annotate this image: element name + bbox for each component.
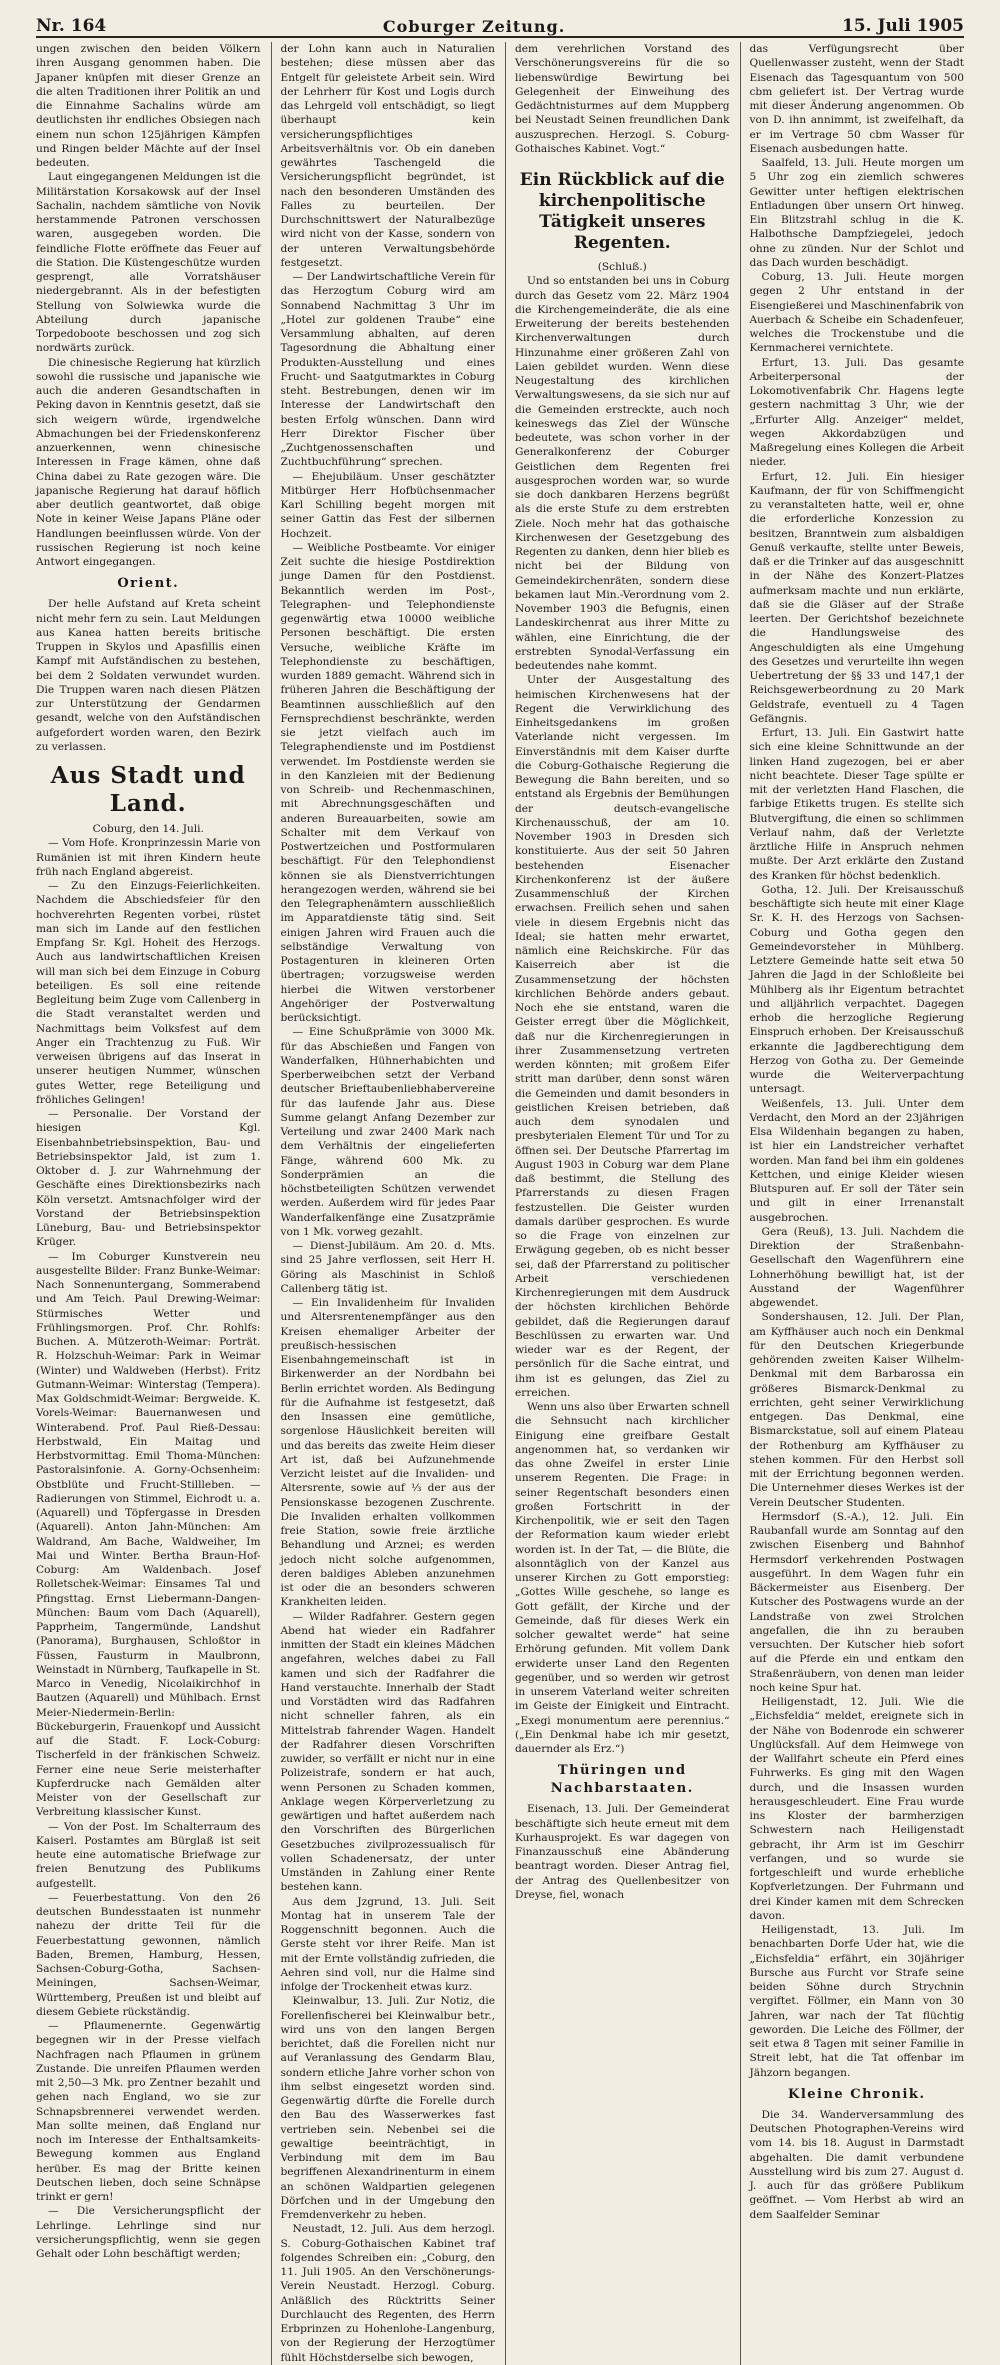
article-headline: Ein Rückblick auf die kirchenpolitische Tätigkeit unseres Regenten. [519, 170, 725, 253]
news-item: Coburg, 13. Juli. Heute morgen gegen 2 Uhr entstand in der Eisengießerei und Maschinenfabrik von Auerbach & Scheibe ein Schadenfeuer, welches die Trockenstube und die Kernmacherei vernichtete. [749, 271, 964, 355]
paragraph: Unter der Ausgestaltung des heimischen Kirchenwesens hat der Regent die Verwirklichung des Einheitsgedankens im großen Vaterlande nicht vergessen. Im Einverständnis mit dem Kaiser durfte die Coburg-Gothaische Regierung die Bewegung die Bahn bereiten, und so entstand als Ergebnis der Bemühungen der deutsch-evangelische Kirchenausschuß, der am 10. November 1903 in Dresden sich konstituierte. Aus der seit 50 Jahren bestehenden Eisenacher Kirchenkonferenz ist der äußere Zusammenschluß der Kirchen erwachsen. Freilich sehen und sahen viele in diesem Ergebnis nicht das Ideal; sie hatten mehr erwartet, nämlich eine Reichskirche. Für das Kaiserreich aber ist die Zusammensetzung der höchsten kirchlichen Behörde anders gebaut. Noch ehe sie entstand, waren die Geister erregt über die Möglichkeit, daß nur die Kirchenregierungen in ihrer Zusammensetzung vertreten werden könnten; mit großem Eifer stritt man darüber, denn sonst wären die Gemeinden und damit besonders in geistlichen Kreisen betrieben, daß auch dem synodalen und presbyterialen Element Tür und Tor zu öffnen sei. Der Deutsche Pfarrertag im August 1903 in Coburg war dem Plane daß bestimmt, die Stellung des Pfarrerstands zu diesen Fragen festzustellen. Die Geister wurden damals darüber gesprochen. Es wurde so die Frage von einzelnen zur Erwägung gegeben, ob es nicht besser sei, daß der Pfarrerstand zu politischer Arbeit verschiedenen Kirchenregierungen mit dem Ausdruck der höchsten kirchlichen Behörde gebildet, daß die Regierungen darauf Beschlüssen zu erwarten war. Und wieder war es der Regent, der persönlich für die Sache eintrat, und ihm ist es gelungen, das Ziel zu erreichen. [515, 674, 730, 1399]
news-item: Aus dem Jzgrund, 13. Juli. Seit Montag hat in unserem Tale der Roggenschnitt begonnen. Auch die Gerste steht vor ihrer Reife. Man ist mit der Ernte vollständig zufrieden, die Aehren sind voll, nur die Halme sind infolge der Trockenheit etwas kurz. [280, 1895, 495, 1993]
news-item: — Von der Post. Im Schalterraum des Kaiserl. Postamtes am Bürglaß ist seit heute eine automatische Briefwage zur freien Benutzung des Publikums aufgestellt. [36, 1820, 261, 1890]
column-2 [271, 42, 496, 2365]
news-item: Saalfeld, 13. Juli. Heute morgen um 5 Uhr zog ein ziemlich schweres Gewitter unter heftigen elektrischen Entladungen über unsern Ort hinweg. Ein Blitzstrahl schlug in die K. Halbothsche Dampfziegelei, jedoch ohne zu zünden. Nur der Schlot und das Dach wurden beschädigt. [749, 157, 964, 269]
article-subtitle: (Schluß.) [597, 261, 647, 273]
news-item: Gotha, 12. Juli. Der Kreisausschuß beschäftigte sich heute mit einer Klage Sr. K. H. des Herzogs von Sachsen-Coburg und Gotha gegen den Gemeindevorsteher in Mühlberg. Letztere Gemeinde hatte seit etwa 50 Jahren die Jagd in der Schloßleite bei Mühlberg als ihr Eigentum betrachtet und alljährlich verpachtet. Dagegen erhob die herzogliche Regierung Einspruch erhoben. Der Kreisausschuß erkannte die Jagdberechtigung dem Herzog von Gotha zu. Der Gemeinde wurde die Weiterverpachtung untersagt. [749, 883, 964, 1096]
newspaper-title: Coburger Zeitung. [382, 17, 566, 36]
news-item: Erfurt, 12. Juli. Ein hiesiger Kaufmann, der für von Schiffmengicht zu veranstalteten hatte, weil er, ohne die erforderliche Konzession zu besitzen, Branntwein zum alsbaldigen Genuß verkaufte, stellte unter Beweis, daß er die Trinker auf das ausgeschnitt in der Nähe des Konzert-Platzes aufmerksam machte und nun erklärte, daß sie die Gläser auf der Straße leerten. Der Gerichtshof bezeichnete die Handlungsweise des Angeschuldigten als eine Umgehung des Gesetzes und verurteilte ihn wegen Uebertretung der §§ 33 und 147,1 der Reichsgewerbeordnung zu 20 Mark Geldstrafe, eventuell zu 4 Tagen Gefängnis. [749, 470, 964, 725]
news-item: — Weibliche Postbeamte. Vor einiger Zeit suchte die hiesige Postdirektion junge Damen für den Postdienst. Bekanntlich werden im Post-, Telegraphen- und Telephondienste gegenwärtig etwa 10000 weibliche Personen beschäftigt. Die ersten Versuche, weibliche Kräfte im Telephondienste zu beschäftigen, wurden 1889 gemacht. Während sich in früheren Jahren die Beschäftigung der Beamtinnen ausschließlich auf den Fernsprechdienst beschränkte, werden sie jetzt vielfach auch im Telegraphendienste und im Postdienst verwendet. Im Postdienste werden sie in den Kanzleien mit der Bedienung von Schreib- und Rechenmaschinen, mit Abrechnungsgeschäften und anderen Bureauarbeiten, sowie am Schalter mit dem Verkauf von Postwertzeichen und Postformularen beschäftigt. Für den Telephondienst können sie als Dienstverrichtungen herangezogen werden, während sie bei den Telegraphenämtern ausschließlich im Apparatdienste tätig sind. Seit einigen Jahren wird Frauen auch die selbständige Verwaltung von Postagenturen in kleineren Orten übertragen; vorzugsweise werden hierbei die Witwen verstorbener Angehöriger der Postverwaltung berücksichtigt. [280, 541, 495, 1024]
news-item: Die 34. Wanderversammlung des Deutschen Photographen-Vereins wird vom 14. bis 18. August in Darmstadt abgehalten. Die damit verbundene Ausstellung wird bis zum 27. August d. J. auch für das größere Publikum geöffnet. — Vom Herbst ab wird an dem Saalfelder Seminar [749, 2108, 964, 2221]
news-item: — Der Landwirtschaftliche Verein für das Herzogtum Coburg wird am Sonnabend Nachmittag 3 Uhr im „Hotel zur goldenen Traube“ eine Versammlung abhalten, auf deren Tagesordnung die Abhaltung einer Produkten-Ausstellung und eines Frucht- und Saatgutmarktes in Coburg steht. Bestrebungen, denen wir im Interesse der Landwirtschaft den besten Erfolg wünschen. Dann wird Herr Direktor Fischer über „Zuchtgenossenschaften und Zuchtbuchführung“ sprechen. [280, 271, 495, 469]
news-item: Neustadt, 12. Juli. Aus dem herzogl. S. Coburg-Gothaischen Kabinet traf folgendes Schreiben ein: „Coburg, den 11. Juli 1905. An den Verschönerungs-Verein Neustadt. Herzogl. Coburg. Anläßlich des Rücktritts Seiner Durchlaucht des Regenten, des Herrn Erbprinzen zu Hohenlohe-Langenburg, von der Regierung der Herzogtümer fühlt Höchstderselbe sich bewogen, [280, 2223, 495, 2364]
news-item: Erfurt, 13. Juli. Das gesamte Arbeiterpersonal der Lokomotivenfabrik Chr. Hagens legte gestern nachmittag 3 Uhr, wie der „Erfurter Allg. Anzeiger“ meldet, wegen Akkordabzügen und Maßregelung eines Kollegen die Arbeit nieder. [749, 356, 964, 469]
column-4 [740, 42, 965, 2365]
paragraph: ungen zwischen den beiden Völkern ihren Ausgang genommen haben. Die Japaner knüpfen mit dieser Grenze an die alten Traditionen ihrer Politik an und die Einnahme Sachalins würde am deutlichsten ihr endliches Obsiegen nach einem nun schon 125jährigen Kämpfen und Ringen belder Mächte auf der Insel bedeuten. [36, 43, 261, 169]
news-item: — Die Versicherungspflicht der Lehrlinge. Lehrlinge sind nur versicherungspflichtig, wenn sie gegen Gehalt oder Lohn beschäftigt werden; [36, 2205, 261, 2260]
dateline: Coburg, den 14. Juli. [92, 823, 204, 835]
paragraph: Die chinesische Regierung hat kürzlich sowohl die russische und japanische wie auch die anderen Gesandtschaften in Peking davon in Kenntnis gesetzt, daß sie sich weigern würde, irgendwelche Abmachungen bei der Friedenskonferenz anzuerkennen, wenn chinesische Interessen in Frage kämen, ohne daß China dabei zu Rate gezogen wäre. Die japanische Regierung hat darauf höflich aber deutlich geantwortet, daß obige Note in keiner Weise Japans Pläne oder Handlungen beeinflussen würde. Von der russischen Regierung ist noch keine Antwort eingegangen. [36, 356, 261, 568]
news-item: — Ein Invalidenheim für Invaliden und Altersrentenempfänger aus den Kreisen ehemaliger Arbeiter der preußisch-hessischen Eisenbahngemeinschaft ist in Birkenwerder an der Nordbahn bei Berlin errichtet worden. Als Bedingung für die Aufnahme ist festgesetzt, daß den Insassen eine gemütliche, sorgenlose Häuslichkeit bereiten will und das bereits das zweite Heim dieser Art ist, daß bei Aufzunehmende Verzicht leistet auf die Invaliden- und Altersrente, sowie auf ⅓ der aus der Pensionskasse bezogenen Zuschrente. Die Invaliden erhalten vollkommen freie Station, sowie freie ärztliche Behandlung und Arznei; es werden jedoch nicht solche aufgenommen, deren baldiges Ableben anzunehmen ist oder die an besonders schweren Krankheiten leiden. [280, 1297, 495, 1609]
news-item: Sondershausen, 12. Juli. Der Plan, am Kyffhäuser auch noch ein Denkmal für den Deutschen Kriegerbunde gehörenden zweiten Kaiser Wilhelm-Denkmal mit dem Barbarossa ein größeres Bismarck-Denkmal zu errichten, geht seiner Verwirklichung entgegen. Das Denkmal, eine Bismarckstatue, soll auf einem Plateau der Rothenburg am Kyffhäuser zu stehen kommen. Für den Herbst soll mit der Errichtung begonnen werden. Die Unternehmer dieses Werkes ist der Verein Deutscher Studenten. [749, 1311, 964, 1509]
issue-number: Nr. 164 [36, 16, 107, 36]
news-item: Heiligenstadt, 12. Juli. Wie die „Eichsfeldia“ meldet, ereignete sich in der Nähe von Bodenrode ein schwerer Unglücksfall. Auf dem Heimwege von der Wallfahrt scheute ein Pferd eines Fuhrwerks. Es ging mit den Wagen durch, und die Insassen wurden herausgeschleudert. Eine Frau wurde ins Kloster der barmherzigen Schwestern nach Heiligenstadt gebracht, ihr Arm ist im Geschirr verfangen, und so wurde sie fortgeschleift und wurde erhebliche Kopfverletzungen. Der Fuhrmann und drei Kinder kamen mit dem Schrecken davon. [749, 1696, 964, 1922]
news-item: Gera (Reuß), 13. Juli. Nachdem die Direktion der Straßenbahn-Gesellschaft den Wagenführern eine Lohnerhöhung bewilligt hat, ist der Ausstand der Wagenführer abgewendet. [749, 1225, 964, 1309]
news-item: — Pflaumenernte. Gegenwärtig begegnen wir in der Presse vielfach Nachfragen nach Pflaumen in grünem Zustande. Die unreifen Pflaumen werden mit 2,50—3 Mk. pro Zentner bezahlt und gehen nach England, wo sie zur Schnapsbrennerei verwendet werden. Man sollte meinen, daß England nur noch im Interesse der Enthaltsamkeits-Bewegung kommen aus England herüber. Es mag der Britte keinen Deutschen lieben, doch seine Schnäpse trinkt er gern! [36, 2020, 261, 2203]
paragraph: das Verfügungsrecht über Quellenwasser zusteht, wenn der Stadt Eisenach das Tagesquantum von 500 cbm geliefert ist. Der Vertrag wurde mit dieser Änderung angenommen. Ob von D. ihn annimmt, ist zweifelhaft, da er im Vertrage 50 cbm Wasser für Eisenach ausbedungen hatte. [749, 43, 964, 155]
news-item: Heiligenstadt, 13. Juli. Im benachbarten Dorfe Uder hat, wie die „Eichsfeldia“ erfährt, ein 30jähriger Bursche aus Furcht vor Strafe seine beiden Söhne durch Strychnin vergiftet. Föllmer, ein Mann von 30 Jahren, war nach der Tat flüchtig geworden. Die Leiche des Föllmer, der seit etwa 8 Tagen mit seiner Familie in Streit lebt, hat die Tat offenbar im Jähzorn begangen. [749, 1924, 964, 2079]
issue-date: 15. Juli 1905 [841, 16, 964, 36]
news-item: — Dienst-Jubiläum. Am 20. d. Mts. sind 25 Jahre verflossen, seit Herr H. Göring als Maschinist in Schloß Callenberg tätig ist. [280, 1240, 495, 1295]
news-item: Weißenfels, 13. Juli. Unter dem Verdacht, den Mord an der 23jährigen Elsa Wildenhain begangen zu haben, ist hier ein Landstreicher verhaftet worden. Man fand bei ihm ein goldenes Kettchen, und einige Kleider wiesen Blutspuren auf. Er soll der Täter sein und gilt in einer Irrenanstalt ausgebrochen. [749, 1097, 964, 1224]
news-item: — Eine Schußprämie von 3000 Mk. für das Abschießen und Fangen von Wanderfalken, Hühnerhabichten und Sperberweibchen setzt der Verband deutscher Brieftaubenliebhabervereine für das laufende Jahr aus. Diese Summe gelangt Anfang Dezember zur Verteilung und zwar 2400 Mark nach dem Verhältnis der eingelieferten Fänge, während 600 Mk. zu Sonderprämien an die höchstbeteiligten Schützen verwendet werden. Außerdem wird für jedes Paar Wanderfalkenfänge eine Zusatzprämie von 1 Mk. vorweg gezahlt. [280, 1026, 495, 1238]
text-columns [36, 42, 964, 2364]
news-item: Kleinwalbur, 13. Juli. Zur Notiz, die Forellenfischerei bei Kleinwalbur betr., wird uns von den langen Bergen berichtet, daß die Forellen nicht nur auf Veranlassung des Gendarm Blau, sondern etliche Jahre vorher schon von ihm selbst eingesetzt worden sind. Gegenwärtig dürfte die Forelle durch den Bau des Wasserwerkes fast vertrieben sein. Nebenbei sei die gewaltige beeinträchtigt, in Verbindung mit dem im Bau begriffenen Alexandrinenturm in einem an schönen Waldpartien gelegenen Dörfchen und in der Umgebung den Fremdenverkehr zu heben. [280, 1995, 495, 2221]
news-item: — Ehejubiläum. Unser geschätzter Mitbürger Herr Hofbüchsenmacher Karl Schilling begeht morgen mit seiner Gattin das Fest der silbernen Hochzeit. [280, 470, 495, 540]
paragraph: Wenn uns also über Erwarten schnell die Sehnsucht nach kirchlicher Einigung eine greifbare Gestalt angenommen hat, so verdanken wir das ohne Zweifel in erster Linie unserem Regenten. Die Frage: in seiner Regentschaft besonders einen großen Fortschritt in der Kirchenpolitik, wie er seit den Tagen der Reformation kaum wieder erlebt worden ist. In der Tat, — die Blüte, die alsonntäglich von der Kanzel aus unserer Kirchen zu Gott emporstieg: „Gottes Wille geschehe, so lange es Gott gefällt, der Kirche und der Gemeinde, daß für dieses Werk ein solcher gewaltet werde“ hat seine Erhörung gefunden. Mit vollem Dank erwiderte unser Land den Regenten gegenüber, und so werden wir getrost in unserem Vaterland weiter schreiten im Geiste der Einigkeit und Eintracht. „Exegi monumentum aere perennius.“ („Ein Denkmal habe ich mir gesetzt, dauernder als Erz.“) [515, 1401, 730, 1755]
news-item: — Personalie. Der Vorstand der hiesigen Kgl. Eisenbahnbetriebsinspektion, Bau- und Betriebsinspektor Jald, ist zum 1. Oktober d. J. zur Wahrnehmung der Geschäfte eines Direktionsbezirks nach Köln versetzt. Amtsnachfolger wird der Vorstand der Betriebsinspektion Lüneburg, Bau- und Betriebsinspektor Krüger. [36, 1108, 261, 1249]
news-item: — Wilder Radfahrer. Gestern gegen Abend hat wieder ein Radfahrer inmitten der Stadt ein kleines Mädchen angefahren, welches dabei zu Fall kamen und sich der Radfahrer die Hand verstauchte. Innerhalb der Stadt und Vorstädten wird das Radfahren nicht schneller fahren, als ein Mittelstrab fahrender Wagen. Handelt der Radfahrer diesen Vorschriften zuwider, so verfällt er nicht nur in eine Polizeistrafe, sondern er hat auch, wenn Personen zu Schaden kommen, Anklage wegen Körperverletzung zu gewärtigen und haftet außerdem nach den Vorschriften des Bürgerlichen Gesetzbuches zivilprozessualisch für vollen Schadenersatz, der unter Umständen in Zahlung einer Rente bestehen kann. [280, 1610, 495, 1894]
news-item: Erfurt, 13. Juli. Ein Gastwirt hatte sich eine kleine Schnittwunde an der linken Hand zugezogen, bei er aber nicht beachtete. Dieser Tage spülte er mit der verletzten Hand Flaschen, die farbige Etiketts trugen. Es stellte sich Blutvergiftung, die einen so schlimmen Verlauf nahm, daß der Verletzte ärztliche Hilfe in Anspruch nehmen mußte. Der Arzt erklärte den Zustand des Kranken für höchst bedenklich. [749, 727, 964, 882]
subsection-heading-orient: Orient. [117, 576, 180, 592]
paragraph: dem verehrlichen Vorstand des Verschönerungsvereins für die so liebenswürdige Bewirtung bei Gelegenheit der Einweihung des Gedächtnisturmes auf dem Muppberg bei Neustadt Seinen freundlichen Dank auszusprechen. Herzogl. S. Coburg-Gothaisches Kabinet. Vogt.“ [515, 43, 730, 155]
section-heading-kleine-chronik: Kleine Chronik. [788, 2086, 926, 2102]
news-item: — Zu den Einzugs-Feierlichkeiten. Nachdem die Abschiedsfeier für den hochverehrten Regenten vorbei, rüstet man sich im Lande auf den festlichen Empfang Sr. Kgl. Hoheit des Herzogs. Auch aus landwirtschaftlichen Kreisen will man sich bei dem Einzuge in Coburg beteiligen. Es soll eine reitende Begleitung beim Zuge vom Callenberg in die Stadt veranstaltet werden und Nachmittags beim Volksfest auf dem Anger ein Trachtenzug zu Fuß. Wir verweisen übrigens auf das Inserat in unserer heutigen Nummer, wünschen gutes Wetter, rege Beteiligung und fröhliches Gelingen! [36, 880, 261, 1106]
news-item: — Im Coburger Kunstverein neu ausgestellte Bilder: Franz Bunke-Weimar: Nach Sonnenuntergang, Sommerabend und Am Teich. Paul Drewing-Weimar: Stürmisches Wetter und Frühlingsmorgen. Prof. Chr. Rohlfs: Buchen. A. Mützeroth-Weimar: Porträt. R. Holzschuh-Weimar: Park in Weimar (Winter) und Waldweben (Herbst). Fritz Gutmann-Weimar: Winterstag (Tempera). Max Goldschmidt-Weimar: Bergweide. K. Vorels-Weimar: Bauernanwesen und Winterabend. Prof. Paul Rieß-Dessau: Herbstwald, Ein Maitag und Herbstvormittag. Emil Thoma-München: Pastoralsinfonie. A. Gorny-Ochsenheim: Obstblüte und Frucht-Stillleben. — Radierungen von Stimmel, Eichrodt u. a. (Aquarell) und Töpfergasse in Dresden (Aquarell). Anton Jahn-München: Am Waldrand, Am Bache, Waldweiher, Im Mai und Winter. Bertha Braun-Hof-Coburg: Am Waldenbach. Josef Rolletschek-Weimar: Einsames Tal und Pfingsttag. Ernst Liebermann-Dangen-München: Baum vom Dach (Aquarell), Papprheim, Tangermünde, Landshut (Panorama), Burghausen, Schloßtor in Füssen, Fausturm in Maulbronn, Weinstadt in Nürnberg, Taufkapelle in St. Marco in Venedig, Nicolaikirchhof in Bautzen (Aquarell) und Mühlbach. Ernst Meier-Niedermein-Berlin: Bückeburgerin, Frauenkopf und Aussicht auf die Stadt. F. Lock-Coburg: Tischerfeld in der fränkischen Schweiz. Ferner eine neue Serie meisterhafter Kupferdrucke nach Gemälden alter Meister von der Gesellschaft zur Verbreitung klassischer Kunst. [36, 1250, 261, 1819]
masthead [36, 10, 964, 38]
paragraph: Der helle Aufstand auf Kreta scheint nicht mehr fern zu sein. Laut Meldungen aus Kanea hatten bereits britische Truppen in Skylos und Apasfillis einen Kampf mit Aufständischen zu bestehen, bei dem 2 Soldaten verwundet wurden. Die Truppen waren nach diesen Plätzen zur Unterstützung der Gendarmen gesandt, welche von den Aufständischen aufgefordert worden waren, den Bezirk zu verlassen. [36, 598, 261, 753]
column-3 [505, 42, 730, 2365]
paragraph: Laut eingegangenen Meldungen ist die Militärstation Korsakowsk auf der Insel Sachalin, nachdem sämtliche von Novik herstammende Patronen verschossen waren, ausgegeben worden. Die feindliche Flotte eröffnete das Feuer auf die Station. Die Küstengeschütze wurden gesprengt, alle Vorratshäuser niedergebrannt. Als in der befestigten Stellung von Solwiewka wurde die Abteilung durch japanische Torpedoboote beschossen und zog sich nordwärts zurück. [36, 171, 261, 355]
section-heading-stadt-und-land: Aus Stadt und Land. [50, 762, 246, 817]
paragraph: der Lohn kann auch in Naturalien bestehen; diese müssen aber das Entgelt für geleistete Arbeit sein. Wird der Lehrherr für Kost und Logis durch das Lehrgeld voll entschädigt, so liegt überhaupt kein versicherungspflichtiges Arbeitsverhältnis vor. Ob ein daneben gewährtes Taschengeld die Versicherungspflicht begründet, ist nach den besonderen Umständen des Falles zu beurteilen. Der Durchschnittswert der Naturalbezüge wird nicht von der Kasse, sondern von der unteren Verwaltungsbehörde festgesetzt. [280, 43, 495, 269]
paragraph: Und so entstanden bei uns in Coburg durch das Gesetz vom 22. März 1904 die Kirchengemeinderäte, die als eine Erweiterung der bereits bestehenden Kirchenverwaltungen durch Hinzunahme einer größeren Zahl von Laien gebildet wurden. Wenn diese Neugestaltung des kirchlichen Verwaltungswesens, da sie sich nur auf die Gemeinden erstreckte, auch noch keineswegs das Ziel der Wünsche bedeutete, was schon vorher in der Generalkonferenz der Coburger Geistlichen dem Regenten frei ausgesprochen worden war, so wurde sie doch dankbaren Herzens begrüßt als die erste Stufe zu dem erstrebten Ziele. Noch mehr hat das gothaische Kirchenwesen der Gesetzgebung des Regenten zu danken, denn hier blieb es nicht bei der Bildung von Gemeindekirchenräten, sondern diese bekamen laut Min.-Verordnung vom 2. November 1903 die Befugnis, einen Landeskirchenrat aus ihrer Mitte zu wählen, eine Einrichtung, die der erstrebten Synodal-Verfassung ein bedeutendes nahe kommt. [515, 275, 730, 672]
section-heading-thueringen: Thüringen und Nachbarstaaten. [550, 1763, 694, 1797]
news-item: Hermsdorf (S.-A.), 12. Juli. Ein Raubanfall wurde am Sonntag auf den zwischen Eisenberg und Bahnhof Hermsdorf verkehrenden Postwagen ausgeführt. In dem Wagen fuhr ein Bäckermeister aus Eisenberg. Der Kutscher des Postwagens wurde an der Landstraße von zwei Strolchen angefallen, die ihn zu berauben versuchten. Der Kutscher hieb sofort auf die Pferde ein und entkam den Straßenräubern, von denen man leider noch keine Spur hat. [749, 1510, 964, 1694]
news-item: — Vom Hofe. Kronprinzessin Marie von Rumänien ist mit ihren Kindern heute früh nach England abgereist. [36, 837, 261, 878]
news-item: Eisenach, 13. Juli. Der Gemeinderat beschäftigte sich heute erneut mit dem Kurhausprojekt. Es war dagegen von Finanzausschuß eine Abänderung beantragt worden. Dieser Antrag fiel, der Antrag des Quellenbesitzer von Dreyse, fiel, wonach [515, 1803, 730, 1901]
news-item: — Feuerbestattung. Von den 26 deutschen Bundesstaaten ist nunmehr nahezu der dritte Teil für die Feuerbestattung gewonnen, nämlich Baden, Bremen, Hamburg, Hessen, Sachsen-Coburg-Gotha, Sachsen-Meiningen, Sachsen-Weimar, Württemberg, Preußen ist und bleibt auf diesem Gebiete rückständig. [36, 1891, 261, 2018]
column-1 [36, 42, 261, 2365]
